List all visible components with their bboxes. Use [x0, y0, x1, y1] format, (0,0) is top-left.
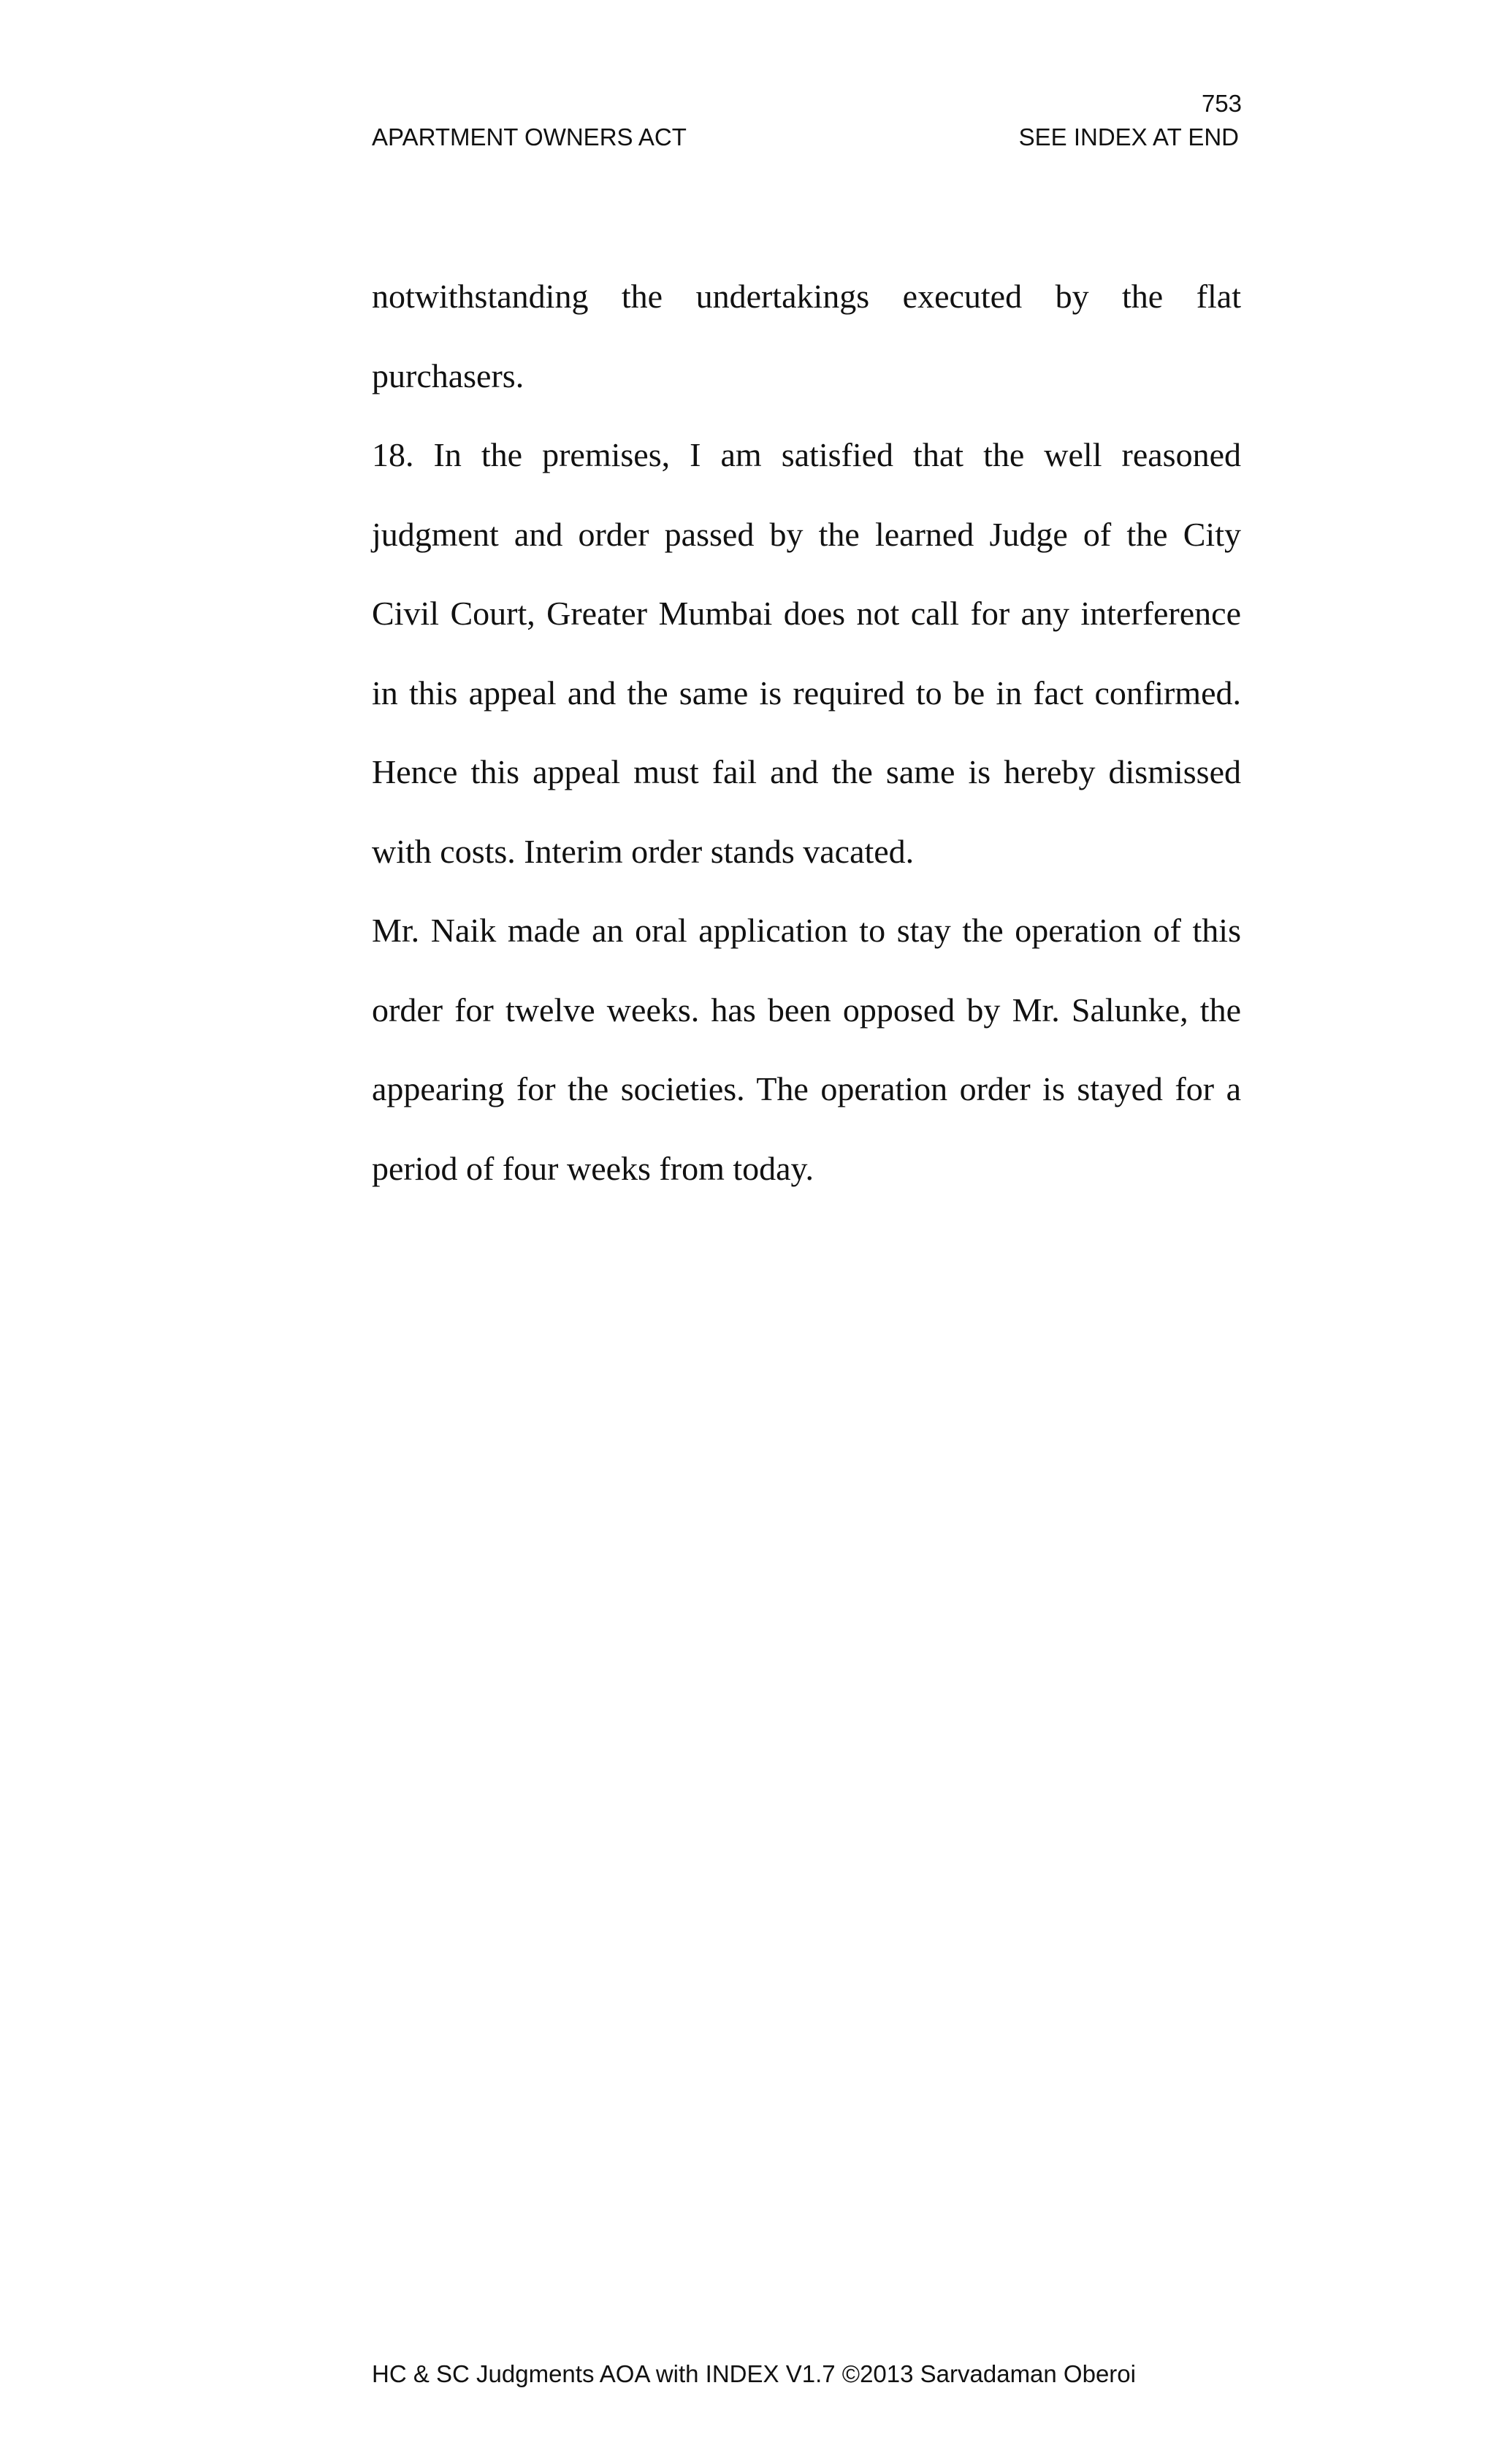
running-header-index-note: SEE INDEX AT END — [1018, 123, 1239, 150]
judgment-body — [372, 257, 1241, 1208]
running-header-title: APARTMENT OWNERS ACT — [372, 123, 687, 150]
paragraph-continuation: notwithstanding the undertakings executed by the flat purchasers. — [372, 278, 1241, 394]
page-number: 753 — [1201, 90, 1242, 117]
paragraph-18: 18. In the premises, I am satisfied that the well reasoned judgment and order passed by the learned Judge of the City Civil Court, Greater Mumbai does not call for any interference in this appeal and the same is required to be in fact confirmed. Hence this appeal must fail and the same is hereby dismissed with costs. Interim order stands vacated. — [372, 436, 1241, 870]
page-footer: HC & SC Judgments AOA with INDEX V1.7 ©2013 Sarvadaman Oberoi — [372, 2360, 1136, 2387]
paragraph-stay-application: Mr. Naik made an oral application to stay the operation of this order for twelve weeks. has been opposed by Mr. Salunke, the appearing for the societies. The operation order is stayed for a period of four weeks from today. — [372, 912, 1241, 1187]
